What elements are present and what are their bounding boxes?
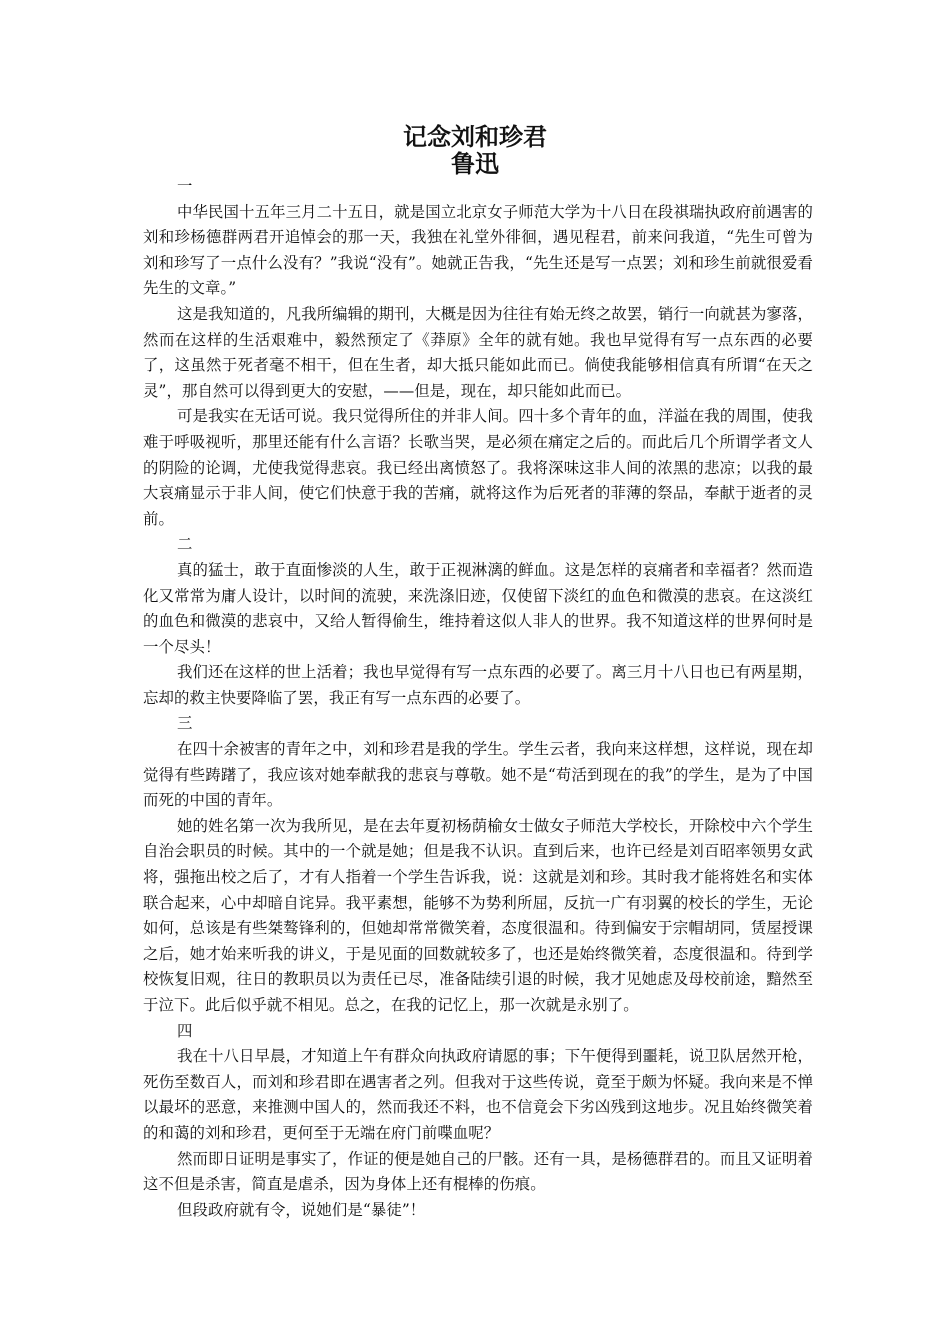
paragraph: 在四十余被害的青年之中，刘和珍君是我的学生。学生云者，我向来这样想，这样说，现在却觉得有些踌躇了，我应该对她奉献我的悲哀与尊敬。她不是“苟活到现在的我”的学生，是为了中国而死的中国的青年。 [143, 740, 813, 810]
paragraph: 我在十八日早晨，才知道上午有群众向执政府请愿的事；下午便得到噩耗，说卫队居然开枪，死伤至数百人，而刘和珍君即在遇害者之列。但我对于这些传说，竟至于颇为怀疑。我向来是不惮以最坏的恶意，来推测中国人的，然而我还不料，也不信竟会下劣凶残到这地步。况且始终微笑着的和蔼的刘和珍君，更何至于无端在府门前喋血呢？ [143, 1047, 813, 1142]
section-number-4: 四 [177, 1021, 193, 1040]
paragraph: 可是我实在无话可说。我只觉得所住的并非人间。四十多个青年的血，洋溢在我的周围，使我难于呼吸视听，那里还能有什么言语？长歌当哭，是必须在痛定之后的。而此后几个所谓学者文人的阴险的论调，尤使我觉得悲哀。我已经出离愤怒了。我将深味这非人间的浓黑的悲凉；以我的最大哀痛显示于非人间，使它们快意于我的苦痛，就将这作为后死者的菲薄的祭品，奉献于逝者的灵前。 [143, 407, 813, 528]
paragraph: 但段政府就有令，说她们是“暴徒”！ [177, 1200, 426, 1219]
paragraph: 中华民国十五年三月二十五日，就是国立北京女子师范大学为十八日在段祺瑞执政府前遇害的刘和珍杨德群两君开追悼会的那一天，我独在礼堂外徘徊，遇见程君，前来问我道，“先生可曾为刘和珍写了一点什么没有？”我说“没有”。她就正告我，“先生还是写一点罢；刘和珍生前就很爱看先生的文章。” [143, 202, 813, 298]
paragraph: 这是我知道的，凡我所编辑的期刊，大概是因为往往有始无终之故罢，销行一向就甚为寥落，然而在这样的生活艰难中，毅然预定了《莽原》全年的就有她。我也早觉得有写一点东西的必要了，这虽然于死者毫不相干，但在生者，却大抵只能如此而已。倘使我能够相信真有所谓“在天之灵”，那自然可以得到更大的安慰，——但是，现在，却只能如此而已。 [143, 304, 813, 400]
section-number-1: 一 [177, 177, 193, 195]
section-number-2: 二 [177, 535, 193, 554]
section-number-3: 三 [177, 714, 193, 733]
document-title: 记念刘和珍君 [403, 123, 547, 151]
paragraph: 然而即日证明是事实了，作证的便是她自己的尸骸。还有一具，是杨德群君的。而且又证明着这不但是杀害，简直是虐杀，因为身体上还有棍棒的伤痕。 [143, 1149, 813, 1194]
document-body [143, 174, 813, 1223]
paragraph: 真的猛士，敢于直面惨淡的人生，敢于正视淋漓的鲜血。这是怎样的哀痛者和幸福者？然而造化又常常为庸人设计，以时间的流驶，来洗涤旧迹，仅使留下淡红的血色和微漠的悲哀。在这淡红的血色和微漠的悲哀中，又给人暂得偷生，维持着这似人非人的世界。我不知道这样的世界何时是一个尽头！ [143, 560, 813, 656]
document-author: 鲁迅 [451, 150, 499, 178]
paragraph: 我们还在这样的世上活着；我也早觉得有写一点东西的必要了。离三月十八日也已有两星期，忘却的救主快要降临了罢，我正有写一点东西的必要了。 [143, 663, 813, 707]
paragraph: 她的姓名第一次为我所见，是在去年夏初杨荫榆女士做女子师范大学校长，开除校中六个学生自治会职员的时候。其中的一个就是她；但是我不认识。直到后来，也许已经是刘百昭率领男女武将，强拖出校之后了，才有人指着一个学生告诉我，说：这就是刘和珍。其时我才能将姓名和实体联合起来，心中却暗自诧异。我平素想，能够不为势利所屈，反抗一广有羽翼的校长的学生，无论如何，总该是有些桀骜锋利的，但她却常常微笑着，态度很温和。待到偏安于宗帽胡同，赁屋授课之后，她才始来听我的讲义，于是见面的回数就较多了，也还是始终微笑着，态度很温和。待到学校恢复旧观，往日的教职员以为责任已尽，准备陆续引退的时候，我才见她虑及母校前途，黯然至于泣下。此后似乎就不相见。总之，在我的记忆上，那一次就是永别了。 [143, 816, 813, 1014]
